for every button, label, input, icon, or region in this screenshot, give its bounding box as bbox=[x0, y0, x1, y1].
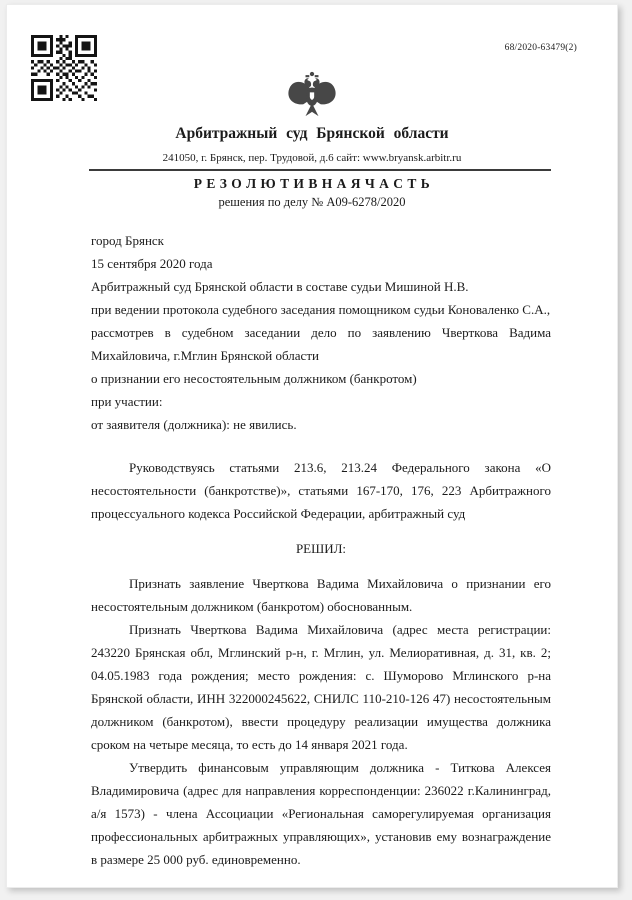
qr-code bbox=[31, 35, 97, 101]
document-page bbox=[6, 4, 618, 888]
resolution-paragraph-3: Утвердить финансовым управляющим должника - Титкова Алексея Владимировича (адрес для направления корреспонденции: 236022 г.Калининград, а/я 1573) - члена Ассоциации «Региональная саморегулируемая организация профессиональных арбитражных управляющих», установив ему вознаграждение в размере 25 000 руб. единовременно. bbox=[91, 760, 551, 867]
court-address: 241050, г. Брянск, пер. Трудовой, д.6 сайт: www.bryansk.arbitr.ru bbox=[162, 152, 462, 164]
date-line: 15 сентября 2020 года bbox=[91, 256, 213, 271]
court-name: Арбитражный суд Брянской области bbox=[175, 125, 449, 142]
clerk-line: при ведении протокола судебного заседания помощником судьи Коноваленко С.А., bbox=[91, 302, 551, 317]
attendance-line: от заявителя (должника): не явились. bbox=[91, 417, 297, 432]
resolution-heading: РЕШИЛ: bbox=[295, 541, 347, 556]
resolution-paragraph-2: Признать Чверткова Вадима Михайловича (адрес места регистрации: 243220 Брянская обл, Мглинский р-н, г. Мглин, ул. Мелиоративная, д. 31, кв. 2; 04.05.1983 года рождения; место рождения: с. Шуморово Мглинского р-на Брянской области, ИНН 322000245622, СНИЛС 110-210-126 47) несостоятельным должником (банкротом), ввести процедуру реализации имущества должника сроком на четыре месяца, то есть до 14 января 2021 года. bbox=[91, 622, 551, 752]
legal-basis-paragraph: Руководствуясь статьями 213.6, 213.24 Федерального закона «О несостоятельности (банкротстве)», статьями 167-170, 176, 223 Арбитражного процессуального кодекса Российской Федерации, арбитражный суд bbox=[91, 460, 551, 521]
judge-line: Арбитражный суд Брянской области в составе судьи Мишиной Н.В. bbox=[91, 279, 469, 294]
case-number-subtitle: решения по делу № А09-6278/2020 bbox=[218, 195, 406, 209]
resolution-paragraph-1: Признать заявление Чверткова Вадима Михайловича о признании его несостоятельным должником (банкротом) обоснованным. bbox=[91, 576, 551, 614]
document-title: Р Е З О Л Ю Т И В Н А Я Ч А С Т Ь bbox=[193, 176, 431, 191]
header-divider bbox=[89, 169, 551, 171]
doc-reference-number: 68/2020-63479(2) bbox=[504, 43, 577, 53]
case-applicant-line: рассмотрев в судебном заседании дело по заявлению Чверткова Вадима Михайловича, г.Мглин Брянской области bbox=[91, 325, 551, 363]
document-body bbox=[91, 229, 551, 871]
city-line: город Брянск bbox=[91, 233, 164, 248]
participation-line: при участии: bbox=[91, 394, 163, 409]
case-subject-line: о признании его несостоятельным должником (банкротом) bbox=[91, 371, 417, 386]
coat-of-arms-icon bbox=[285, 67, 339, 121]
